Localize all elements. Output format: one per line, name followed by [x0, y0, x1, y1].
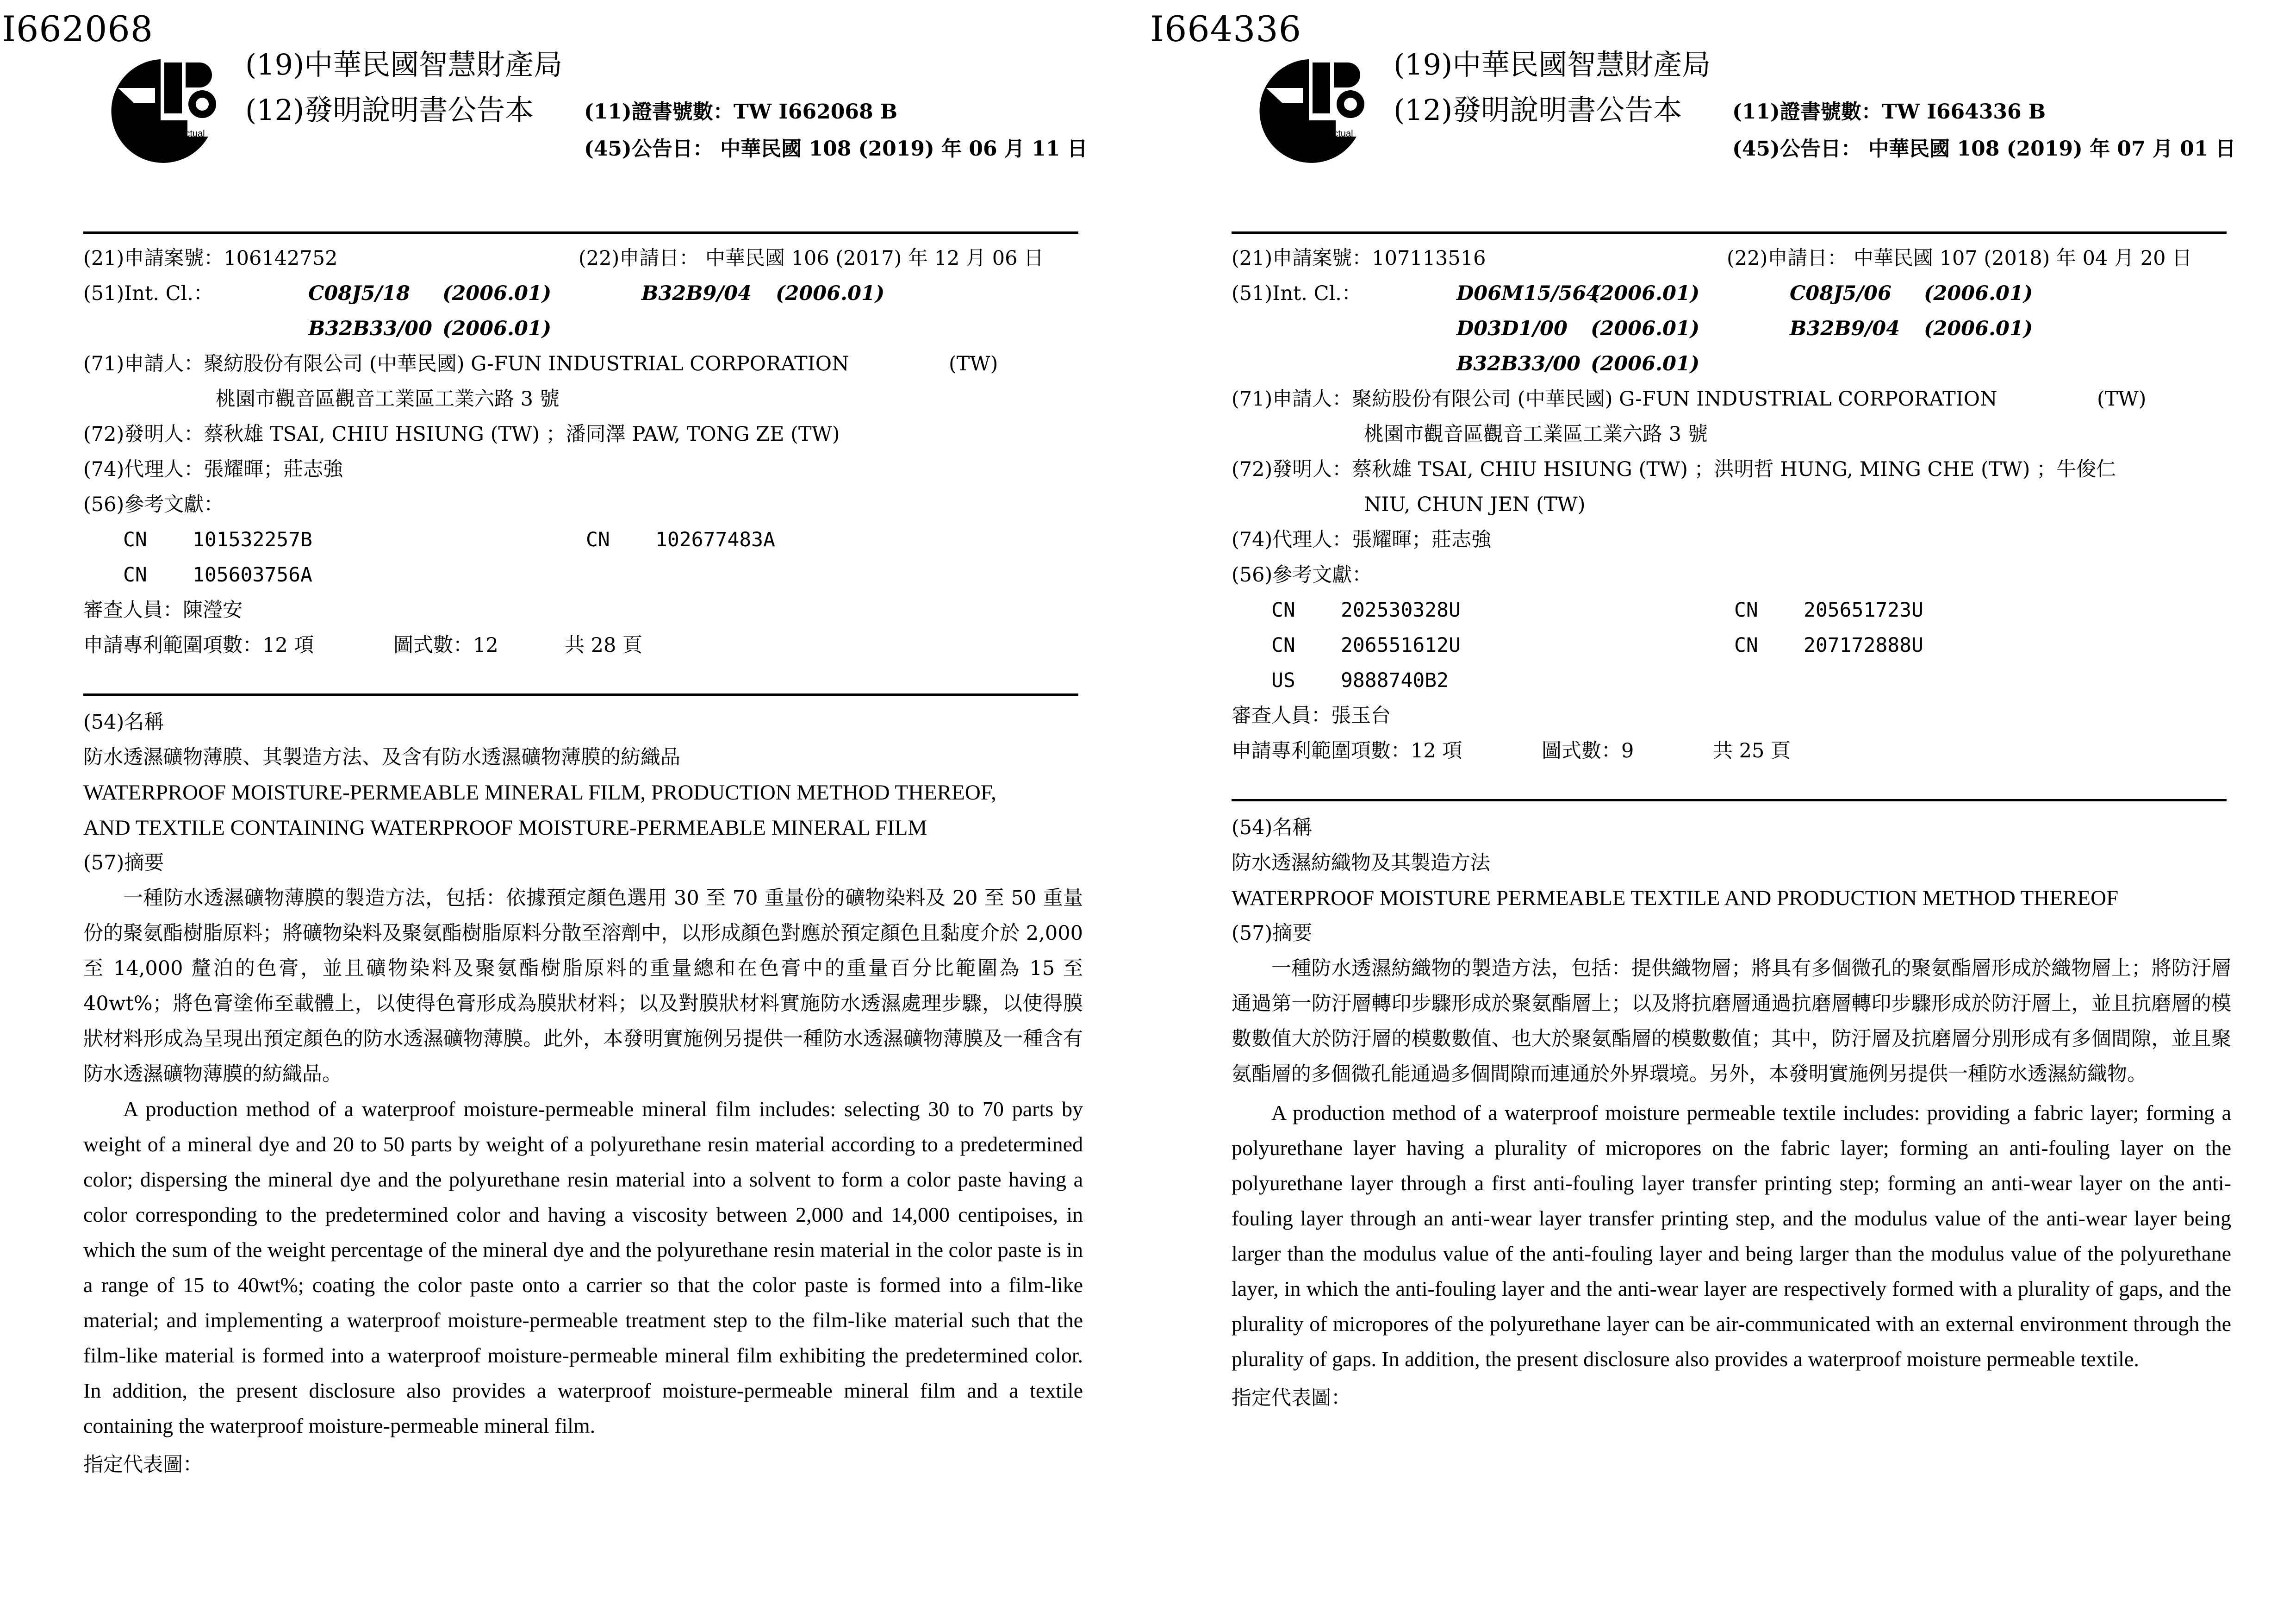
logo-text-2: Property: [1309, 139, 1344, 149]
publication-date: (45)公告日： 中華民國 108 (2019) 年 06 月 11 日: [584, 137, 1088, 161]
ipc-version: (2006.01): [1591, 317, 1700, 340]
figure-count: 圖式數：12: [393, 634, 498, 657]
applicant-country: (TW): [2097, 387, 2147, 411]
applicant-address: 桃園市觀音區觀音工業區工業六路 3 號: [216, 387, 560, 411]
ipc-code: B32B9/04: [1790, 317, 1900, 340]
ipc-code: D06M15/564: [1456, 282, 1600, 305]
ref-number: 206551612U: [1341, 634, 1461, 657]
reference-line: [1232, 593, 2240, 628]
agent: (74)代理人：張耀暉；莊志強: [1232, 528, 1492, 551]
title-section: [83, 705, 1083, 1482]
page-count: 共 25 頁: [1713, 739, 1791, 762]
title-chinese: 防水透濕紡織物及其製造方法: [1232, 851, 1490, 874]
ref-country: CN: [1734, 599, 1758, 622]
ref-number: 101532257B: [193, 528, 312, 551]
ipc-code: C08J5/18: [308, 282, 410, 305]
bibliographic-data: [83, 241, 1092, 663]
logo-text-1: Intellectual: [1309, 129, 1353, 139]
int-cl-label: (51)Int. Cl.：: [83, 282, 213, 305]
representative-figure-label: 指定代表圖：: [83, 1453, 203, 1476]
divider: [83, 231, 1078, 234]
divider: [1232, 799, 2227, 801]
ipo-logo-icon: [1243, 51, 1368, 176]
ipc-line: [1456, 276, 2123, 311]
ipo-logo-icon: [95, 51, 220, 176]
office-name: (19)中華民國智慧財產局: [1394, 48, 1711, 81]
representative-figure-label: 指定代表圖：: [1232, 1387, 1351, 1410]
ref-number: 9888740B2: [1341, 669, 1449, 692]
publication-date: (45)公告日： 中華民國 108 (2019) 年 07 月 01 日: [1732, 137, 2236, 161]
abstract-label: (57)摘要: [1232, 922, 1313, 945]
reference-line: [1232, 663, 2240, 698]
applicant: (71)申請人：聚紡股份有限公司 (中華民國) G-FUN INDUSTRIAL CORPORATION: [1232, 387, 1997, 411]
abstract-chinese: 一種防水透濕礦物薄膜的製造方法，包括：依據預定顏色選用 30 至 70 重量份的礦物染料及 20 至 50 重量份的聚氨酯樹脂原料；將礦物染料及聚氨酯樹脂原料分散至溶劑中，以形成顏色對應於預定顏色且黏度介於 2,000 至 14,000 釐泊的色膏，並且礦物染料及聚氨酯樹脂原料的重量總和在色膏中的重量百分比範圍為 15 至 40wt%；將色膏塗佈至載體上，以使得色膏形成為膜狀材料；以及對膜狀材料實施防水透濕處理步驟，以使得膜狀材料形成為呈現出預定顏色的防水透濕礦物薄膜。此外，本發明實施例另提供一種防水透濕礦物薄膜及一種含有防水透濕礦物薄膜的紡織品。: [83, 887, 1083, 1086]
ipc-version: (2006.01): [442, 317, 552, 340]
ipc-code: C08J5/06: [1790, 282, 1892, 305]
page-count: 共 28 頁: [565, 634, 643, 657]
title-label: (54)名稱: [83, 711, 164, 734]
ref-number: 207172888U: [1804, 634, 1923, 657]
examiner: 審查人員：陳瀅安: [83, 599, 243, 622]
ipc-version: (2006.01): [442, 282, 552, 305]
logo-text-3: Office: [161, 149, 185, 159]
office-name: (19)中華民國智慧財產局: [245, 48, 563, 81]
abstract-english: A production method of a waterproof moisture-permeable mineral film includes: selecting 30 to 70 parts by weight of a mineral dye and 20 to 50 parts by weight of a polyurethane resin material according to a predetermined color; dispersing the mineral dye and the polyurethane resin material into a solvent to form a color paste having a color corresponding to the predetermined color and having a viscosity between 2,000 and 14,000 centipoises, in which the sum of the weight percentage of the mineral dye and the polyurethane resin material in the color paste is in a range of 15 to 40wt%; coating the color paste onto a carrier so that the color paste is formed into a film-like material; and implementing a waterproof moisture-permeable treatment step to the film-like material such that the film-like material is formed into a waterproof moisture-permeable mineral film exhibiting the predetermined color. In addition, the present disclosure also provides a waterproof moisture-permeable mineral film and a textile containing the waterproof moisture-permeable mineral film.: [83, 1097, 1083, 1437]
certificate-number: (11)證書號數：TW I662068 B: [584, 100, 898, 124]
ref-number: 205651723U: [1804, 599, 1923, 622]
reference-line: [83, 557, 1092, 593]
ref-country: CN: [586, 528, 610, 551]
agent: (74)代理人：張耀暉；莊志強: [83, 458, 343, 481]
ref-country: CN: [1734, 634, 1758, 657]
abstract-label: (57)摘要: [83, 851, 164, 874]
ipc-line: [308, 276, 975, 311]
ref-number: 202530328U: [1341, 599, 1461, 622]
ipc-code: B32B9/04: [641, 282, 752, 305]
claims-count: 申請專利範圍項數：12 項: [83, 634, 314, 657]
patent-number: I664336: [1150, 8, 1302, 50]
ipc-version: (2006.01): [1591, 282, 1700, 305]
ipc-line: [1232, 311, 2240, 346]
applicant-address: 桃園市觀音區觀音工業區工業六路 3 號: [1364, 423, 1708, 446]
abstract-chinese: 一種防水透濕紡織物的製造方法，包括：提供織物層；將具有多個微孔的聚氨酯層形成於織物層上；將防汙層通過第一防汙層轉印步驟形成於聚氨酯層上；以及將抗磨層通過抗磨層轉印步驟形成於防汙層上，並且抗磨層的模數數值大於防汙層的模數數值、也大於聚氨酯層的模數數值；其中，防汙層及抗磨層分別形成有多個間隙，並且聚氨酯層的多個微孔能通過多個間隙而連通於外界環境。另外，本發明實施例另提供一種防水透濕紡織物。: [1232, 957, 2231, 1086]
int-cl-label: (51)Int. Cl.：: [1232, 282, 1362, 305]
applicant: (71)申請人：聚紡股份有限公司 (中華民國) G-FUN INDUSTRIAL CORPORATION: [83, 352, 849, 375]
ipc-version: (2006.01): [1924, 317, 2033, 340]
ipc-code: B32B33/00: [1456, 352, 1580, 375]
logo-text-2: Property: [161, 139, 196, 149]
ipc-code: D03D1/00: [1456, 317, 1568, 340]
title-english-line-1: WATERPROOF MOISTURE PERMEABLE TEXTILE AND PRODUCTION METHOD THEREOF: [1232, 886, 2119, 910]
title-english-line-2: AND TEXTILE CONTAINING WATERPROOF MOISTURE-PERMEABLE MINERAL FILM: [83, 816, 927, 840]
title-section: [1232, 810, 2231, 1416]
application-number: (21)申請案號：106142752: [83, 247, 338, 270]
abstract-english: A production method of a waterproof moisture permeable textile includes: providing a fabric layer; forming a polyurethane layer having a plurality of micropores on the fabric layer; forming an anti-fouling layer on the polyurethane layer through a first anti-fouling layer transfer printing step; forming an anti-wear layer on the anti-fouling layer through an anti-wear layer transfer printing step, and the modulus value of the anti-wear layer being larger than the modulus value of the anti-fouling layer and being larger than the modulus value of the polyurethane layer, in which the anti-fouling layer and the anti-wear layer are respectively formed with a plurality of gaps, and the plurality of micropores of the polyurethane layer can be air-communicated with an external environment through the plurality of gaps. In addition, the present disclosure also provides a waterproof moisture permeable textile.: [1232, 1101, 2231, 1371]
reference-line: [1232, 628, 2240, 663]
divider: [83, 693, 1078, 696]
title-chinese: 防水透濕礦物薄膜、其製造方法、及含有防水透濕礦物薄膜的紡織品: [83, 746, 680, 769]
inventor: (72)發明人：蔡秋雄 TSAI, CHIU HSIUNG (TW) ；潘同澤 PAW, TONG ZE (TW): [83, 423, 840, 446]
patent-number: I662068: [2, 8, 154, 50]
claims-count: 申請專利範圍項數：12 項: [1232, 739, 1462, 762]
ipc-line: [1232, 346, 2240, 381]
ipc-code: B32B33/00: [308, 317, 432, 340]
ref-number: 102677483A: [655, 528, 775, 551]
ref-country: CN: [123, 528, 147, 551]
ref-country: US: [1271, 669, 1295, 692]
ipc-version: (2006.01): [776, 282, 885, 305]
ref-number: 105603756A: [193, 563, 312, 587]
references-label: (56)參考文獻：: [1232, 563, 1372, 587]
document-type: (12)發明說明書公告本: [1394, 93, 1682, 127]
divider: [1232, 231, 2227, 234]
application-number: (21)申請案號：107113516: [1232, 247, 1486, 270]
logo-text-3: Office: [1309, 149, 1333, 159]
certificate-number: (11)證書號數：TW I664336 B: [1732, 100, 2046, 124]
applicant-country: (TW): [949, 352, 998, 375]
inventor-continued: NIU, CHUN JEN (TW): [1364, 493, 1586, 516]
ipc-version: (2006.01): [1591, 352, 1700, 375]
title-label: (54)名稱: [1232, 816, 1313, 839]
document-type: (12)發明說明書公告本: [245, 93, 534, 127]
figure-count: 圖式數：9: [1542, 739, 1634, 762]
reference-line: [83, 522, 1092, 557]
application-date: (22)申請日： 中華民國 106 (2017) 年 12 月 06 日: [579, 247, 1044, 270]
ref-country: CN: [123, 563, 147, 587]
ipc-version: (2006.01): [1924, 282, 2033, 305]
ipc-line: [83, 311, 1092, 346]
application-date: (22)申請日： 中華民國 107 (2018) 年 04 月 20 日: [1727, 247, 2192, 270]
inventor: (72)發明人：蔡秋雄 TSAI, CHIU HSIUNG (TW) ；洪明哲 HUNG, MING CHE (TW) ；牛俊仁: [1232, 458, 2116, 481]
bibliographic-data: [1232, 241, 2240, 768]
patent-page-right: [1148, 0, 2296, 1624]
logo-text-1: Intellectual: [161, 129, 205, 139]
title-english-line-1: WATERPROOF MOISTURE-PERMEABLE MINERAL FILM, PRODUCTION METHOD THEREOF,: [83, 781, 996, 805]
references-label: (56)參考文獻：: [83, 493, 224, 516]
ref-country: CN: [1271, 599, 1295, 622]
examiner: 審查人員：張玉台: [1232, 704, 1391, 727]
ref-country: CN: [1271, 634, 1295, 657]
